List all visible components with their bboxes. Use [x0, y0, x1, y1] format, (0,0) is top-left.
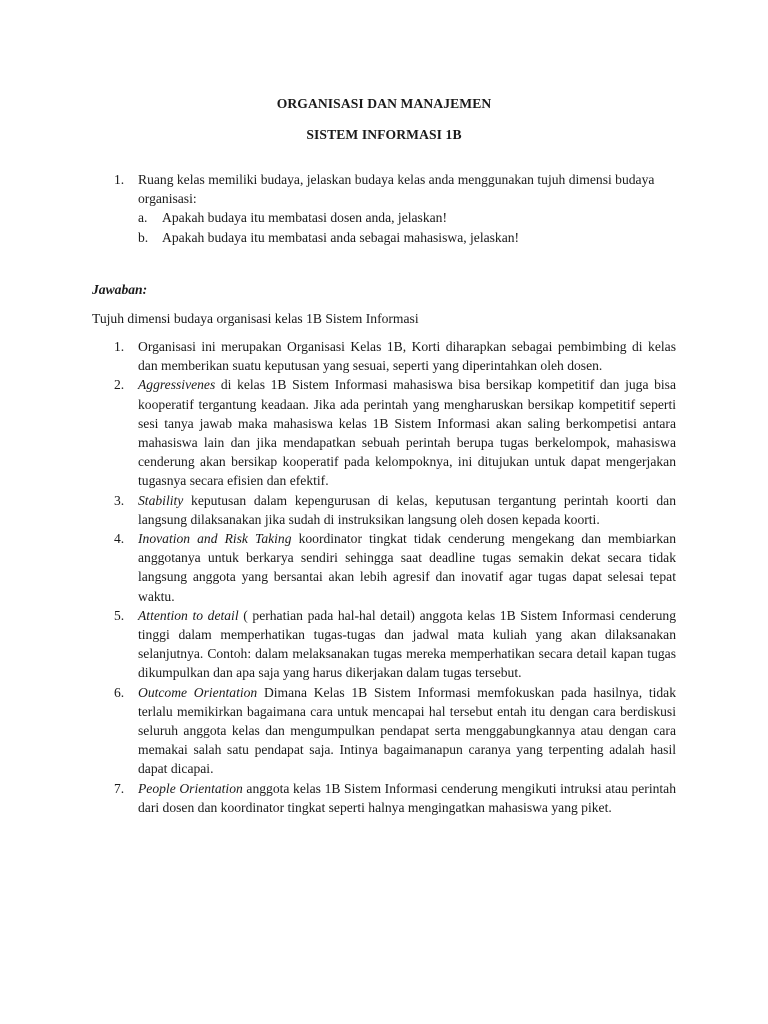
sub-item-text: Apakah budaya itu membatasi dosen anda, jelaskan! — [162, 210, 447, 226]
answer-term: People Orientation — [138, 780, 243, 796]
question-text: Ruang kelas memiliki budaya, jelaskan budaya kelas anda menggunakan tujuh dimensi budaya organisasi: — [138, 172, 655, 207]
answer-intro: Tujuh dimensi budaya organisasi kelas 1B Sistem Informasi — [92, 311, 419, 326]
answer-list — [114, 337, 676, 817]
question-number: 1. — [114, 172, 125, 187]
answer-text: Organisasi ini merupakan Organisasi Kelas 1B, Korti diharapkan sebagai pembimbing di kelas dan memberikan suatu keputusan yang sesuai, seperti yang diperintahkan oleh dosen. — [138, 339, 676, 374]
answer-number: 6. — [114, 684, 125, 700]
answer-number: 4. — [114, 531, 125, 547]
answer-number: 7. — [114, 780, 125, 796]
question-sub-item — [138, 228, 674, 247]
answer-item — [114, 606, 676, 683]
answer-number: 1. — [114, 339, 125, 354]
answer-term: Stability — [138, 492, 184, 508]
answer-number: 5. — [114, 607, 125, 623]
answer-term: Inovation and Risk Taking — [138, 531, 292, 547]
answer-term: Aggressivenes — [138, 377, 216, 393]
answer-heading: Jawaban: — [92, 282, 148, 297]
answer-item — [114, 529, 676, 606]
answer-number: 2. — [114, 377, 125, 393]
answer-item — [114, 779, 676, 817]
answer-text: koordinator tingkat tidak cenderung mengekang dan membiarkan anggotanya untuk berkarya sendiri sehingga saat deadline tugas semakin dekat secara tidak langsung anggota yang bersantai akan lebih agresif dan inovatif agar tugas dapat selesai tepat waktu. — [138, 531, 676, 604]
sub-item-letter: a. — [138, 210, 148, 226]
answer-item — [114, 491, 676, 529]
answer-text: ( perhatian pada hal-hal detail) anggota kelas 1B Sistem Informasi cenderung tinggi dalam memperhatikan tugas-tugas dan jadwal mata kuliah yang akan dilaksanakan selanjutnya. Contoh: dalam melaksanakan tugas mereka memperhatikan secara detail kapan tugas dikumpulkan dan apa saja yang harus dikerjakan dalam tugas tersebut. — [138, 607, 676, 681]
answer-item — [114, 375, 676, 490]
answer-text: keputusan dalam kepengurusan di kelas, keputusan tergantung perintah koorti dan langsung dilaksanakan jika sudah di instruksikan langsung oleh dosen kepada koorti. — [138, 492, 676, 527]
document-title — [0, 88, 768, 150]
question-sub-list — [138, 208, 674, 246]
question-item — [114, 170, 674, 247]
sub-item-letter: b. — [138, 229, 149, 245]
answer-term: Attention to detail — [138, 607, 239, 623]
answer-term: Outcome Orientation — [138, 684, 258, 700]
answer-number: 3. — [114, 492, 125, 508]
question-sub-item — [138, 208, 674, 227]
answer-text: di kelas 1B Sistem Informasi mahasiswa bisa bersikap kompetitif dan juga bisa kooperatif tergantung keadaan. Jika ada perintah yang mengharuskan bersikap kompetitif seperti sesi tanya jawab maka mahasiswa kelas 1B Sistem Informasi akan saling berkompetisi antara mahasiswa lain dan jika mendapatkan sebuah perintah berupa tugas berkelompok, mahasiswa cenderung akan bersikap kooperatif pada kelompoknya, ini ditujukan untuk dapat mengerjakan tugasnya secara efisien dan efektif. — [138, 377, 676, 489]
answer-text: anggota kelas 1B Sistem Informasi cenderung mengikuti intruksi atau perintah dari dosen dan koordinator tingkat seperti halnya mengingatkan mahasiswa yang piket. — [138, 780, 677, 815]
answer-item — [114, 683, 676, 779]
answer-text: Dimana Kelas 1B Sistem Informasi memfokuskan pada hasilnya, tidak terlalu memikirkan bagaimana cara untuk mencapai hal tersebut entah itu dengan cara berdiskusi seluruh anggota kelas dan mengumpulkan pendapat serta menggabungkannya atau dengan cara memakai salah satu pendapat saja. Intinya bagaimanapun caranya yang terpenting adalah hasil dapat dicapai. — [138, 684, 676, 777]
title-line-1: ORGANISASI DAN MANAJEMEN — [276, 96, 492, 111]
answer-item — [114, 337, 676, 375]
question-list — [114, 170, 674, 247]
sub-item-text: Apakah budaya itu membatasi anda sebagai mahasiswa, jelaskan! — [162, 229, 520, 245]
title-line-2: SISTEM INFORMASI 1B — [306, 127, 462, 142]
